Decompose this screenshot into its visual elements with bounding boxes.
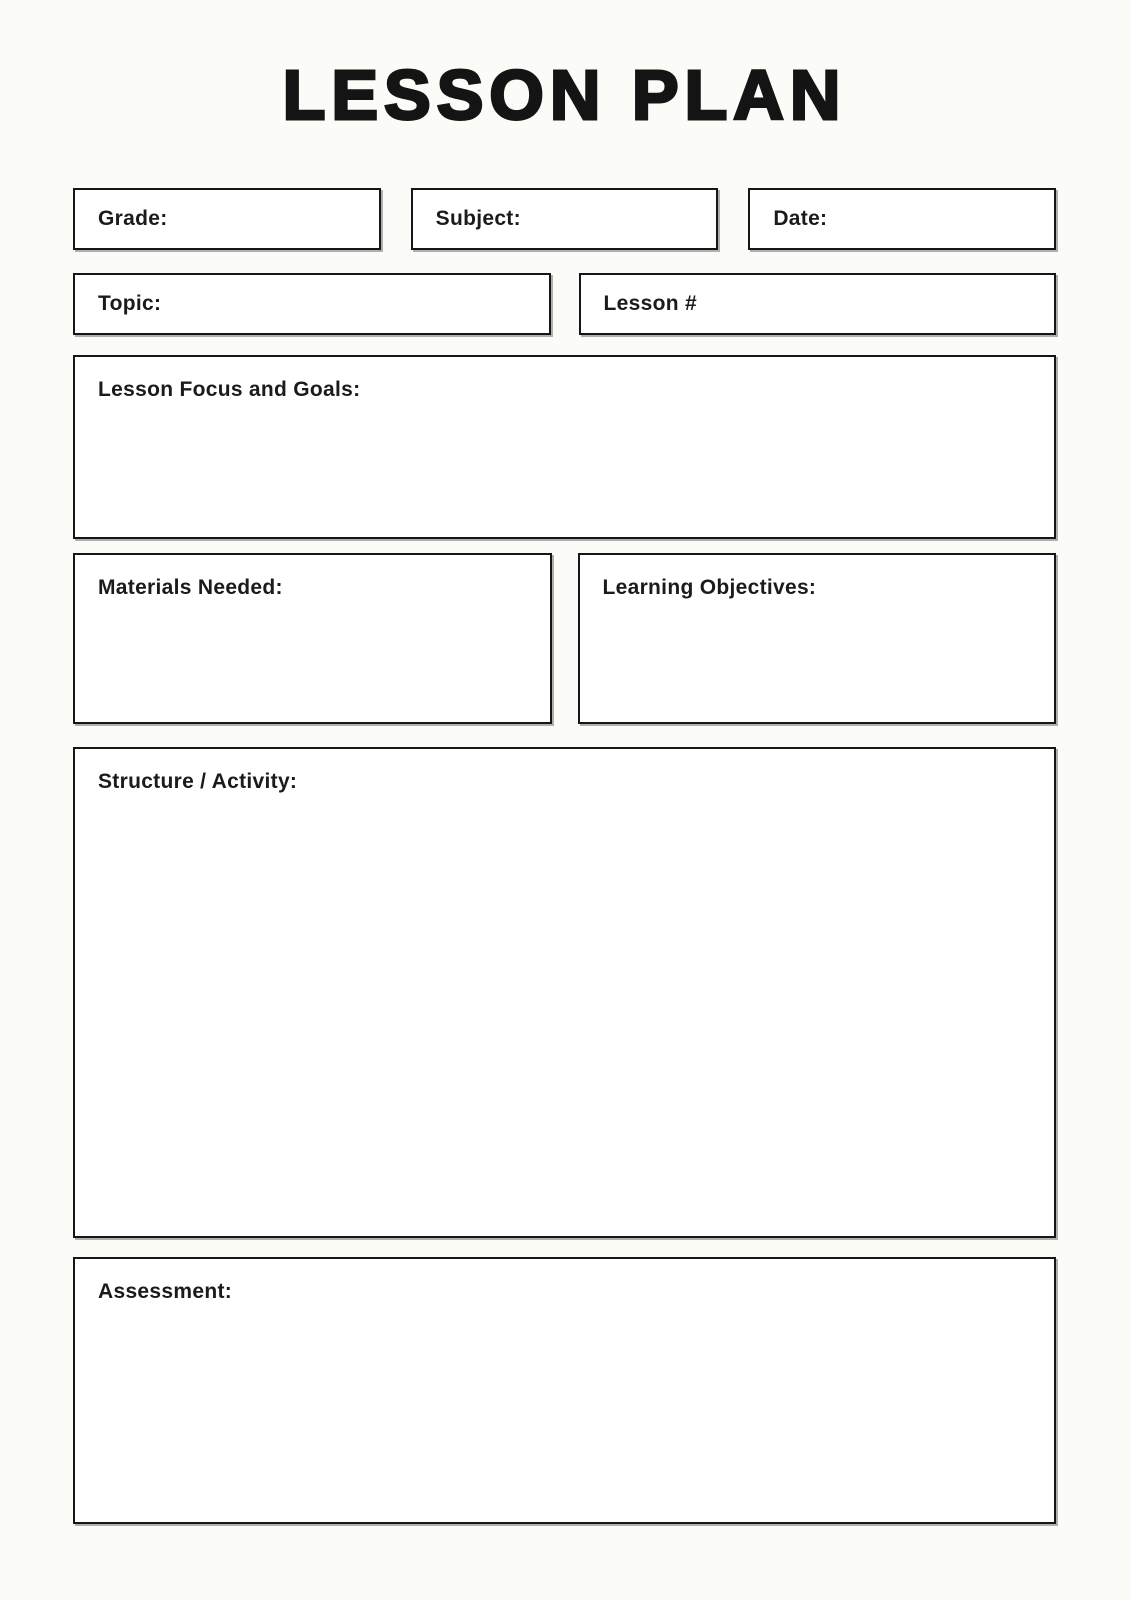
topic-row xyxy=(73,273,1056,335)
lesson-focus-goals-field[interactable] xyxy=(73,355,1056,539)
learning-objectives-field[interactable] xyxy=(578,553,1057,724)
topic-label: Topic: xyxy=(98,292,162,315)
date-label: Date: xyxy=(773,207,828,230)
materials-objectives-row xyxy=(73,553,1056,724)
materials-needed-label: Materials Needed: xyxy=(98,576,283,599)
grade-field[interactable] xyxy=(73,188,381,250)
topic-field[interactable] xyxy=(73,273,551,335)
page-title: LESSON PLAN xyxy=(282,56,847,134)
top-fields-row xyxy=(73,188,1056,250)
date-field[interactable] xyxy=(748,188,1056,250)
subject-field[interactable] xyxy=(411,188,719,250)
assessment-field[interactable] xyxy=(73,1257,1056,1524)
structure-activity-field[interactable] xyxy=(73,747,1056,1238)
structure-activity-label: Structure / Activity: xyxy=(98,770,298,793)
lesson-number-field[interactable] xyxy=(579,273,1057,335)
grade-label: Grade: xyxy=(98,207,168,230)
materials-needed-field[interactable] xyxy=(73,553,552,724)
assessment-label: Assessment: xyxy=(98,1280,233,1303)
lesson-number-label: Lesson # xyxy=(603,292,697,315)
lesson-focus-goals-label: Lesson Focus and Goals: xyxy=(98,378,361,401)
learning-objectives-label: Learning Objectives: xyxy=(602,576,817,599)
subject-label: Subject: xyxy=(435,207,521,230)
